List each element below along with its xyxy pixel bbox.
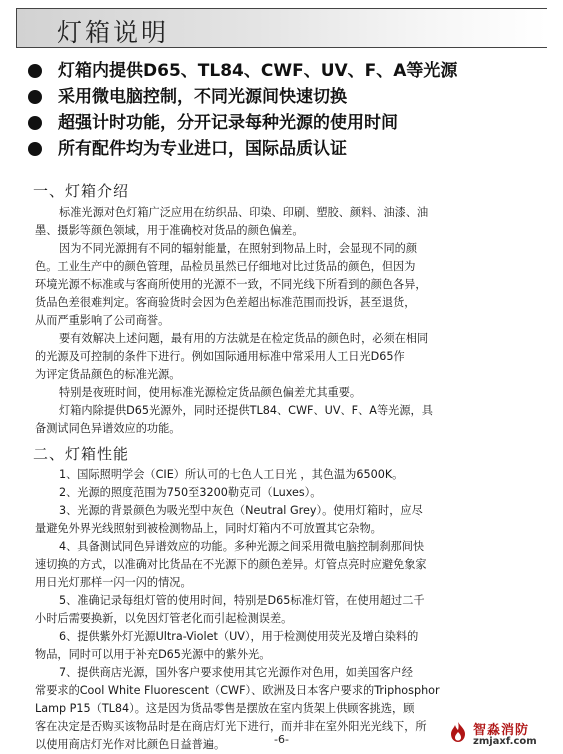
text-line: 为评定货品颜色的标准光源。 [35,368,181,381]
text-line: 4、具备测试同色异谱效应的功能。多种光源之间采用微电脑控制刹那间快 [59,540,425,553]
feature-bullet-text: 超强计时功能，分开记录每种光源的使用时间 [58,113,398,133]
text-line: 的光源及可控制的条件下进行。例如国际通用标准中常采用人工日光D65作 [35,350,405,363]
feature-bullet [28,84,548,110]
feature-bullet-text: 采用微电脑控制，不同光源间快速切换 [58,87,347,107]
section-heading-introduction: 一、灯箱介绍 [33,182,130,200]
title-band [16,8,547,48]
text-line: 环境光源不标准或与客商所使用的光源不一致，不同光线下所看到的颜色各异， [35,278,427,291]
text-line: 备测试同色异谱效应的功能。 [35,422,181,435]
text-line: 灯箱内除提供D65光源外，同时还提供TL84、CWF、UV、F、A等光源，具 [59,404,433,417]
text-line: 用日光灯那样一闪一闪的情况。 [35,576,192,589]
page-number: -6- [274,733,289,746]
text-line: 量避免外界光线照射到被检测物品上，同时灯箱内不可放置其它杂物。 [35,522,382,535]
text-line: 物品，同时可以用于补充D65光源中的紫外光。 [35,648,271,661]
text-line: 2、光源的照度范围为750至3200勒克司（Luxes）。 [59,486,322,499]
feature-bullet [28,136,548,162]
feature-bullet [28,110,548,136]
text-line: 特别是夜班时间，使用标准光源检定货品颜色偏差尤其重要。 [59,386,362,399]
text-line: 货品色差很难判定。客商验货时会因为色差超出标准范围而投诉，甚至退货， [35,296,416,309]
section-performance-body [35,466,530,754]
section-heading-performance: 二、灯箱性能 [33,445,130,463]
section-introduction-body [35,204,530,438]
text-line: 标准光源对色灯箱广泛应用在纺织品、印染、印刷、塑胶、颜料、油漆、油 [59,206,429,219]
watermark-url: zmjaxf.com [473,736,537,747]
text-line: 因为不同光源拥有不同的辐射能量，在照射到物品上时，会显现不同的颜 [59,242,418,255]
bullet-dot-icon [28,64,42,78]
watermark-logo [447,717,557,751]
text-line: 以使用商店灯光作对比颜色日益普遍。 [35,738,226,751]
page-title: 灯箱说明 [57,18,170,47]
text-line: 常要求的Cool White Fluorescent（CWF）、欧洲及日本客户要求的Triphosphor [35,684,440,697]
text-line: Lamp P15（TL84）。这是因为货品零售是摆放在室内货架上供顾客挑选，顾 [35,702,415,715]
text-line: 小时后需要换新，以免因灯管老化而引起检测误差。 [35,612,293,625]
text-line: 客在决定是否购买该物品时是在商店灯光下进行，而并非在室外阳光光线下，所 [35,720,427,733]
bullet-dot-icon [28,90,42,104]
feature-bullet [28,58,548,84]
bullet-dot-icon [28,142,42,156]
text-line: 6、提供紫外灯光源Ultra-Violet（UV），用于检测使用荧光及增白染料的 [59,630,419,643]
text-line: 3、光源的背景颜色为吸光型中灰色（Neutral Grey）。使用灯箱时，应尽 [59,504,423,517]
feature-bullet-text: 所有配件均为专业进口，国际品质认证 [58,139,347,159]
text-line: 墨、摄影等颜色领域，用于准确校对货品的颜色偏差。 [35,224,304,237]
bullet-dot-icon [28,116,42,130]
feature-bullet-list [28,58,548,162]
text-line: 1、国际照明学会（CIE）所认可的七色人工日光 ，其色温为6500K。 [59,468,404,481]
text-line: 5、准确记录每组灯管的使用时间，特别是D65标准灯管，在使用超过二千 [59,594,425,607]
text-line: 色。工业生产中的颜色管理，品检员虽然已仔细地对比过货品的颜色，但因为 [35,260,416,273]
text-line: 要有效解决上述问题，最有用的方法就是在检定货品的颜色时，必须在相同 [59,332,429,345]
watermark-brand: 智淼消防 [473,723,530,738]
feature-bullet-text: 灯箱内提供D65、TL84、CWF、UV、F、A等光源 [58,61,458,81]
text-line: 速切换的方式，以准确对比货品在不光源下的颜色差异。灯管点亮时应避免象家 [35,558,427,571]
text-line: 7、提供商店光源，国外客户要求使用其它光源作对色用，如美国客户经 [59,666,413,679]
flame-logo-icon [447,721,469,743]
text-line: 从而严重影响了公司商誉。 [35,314,170,327]
